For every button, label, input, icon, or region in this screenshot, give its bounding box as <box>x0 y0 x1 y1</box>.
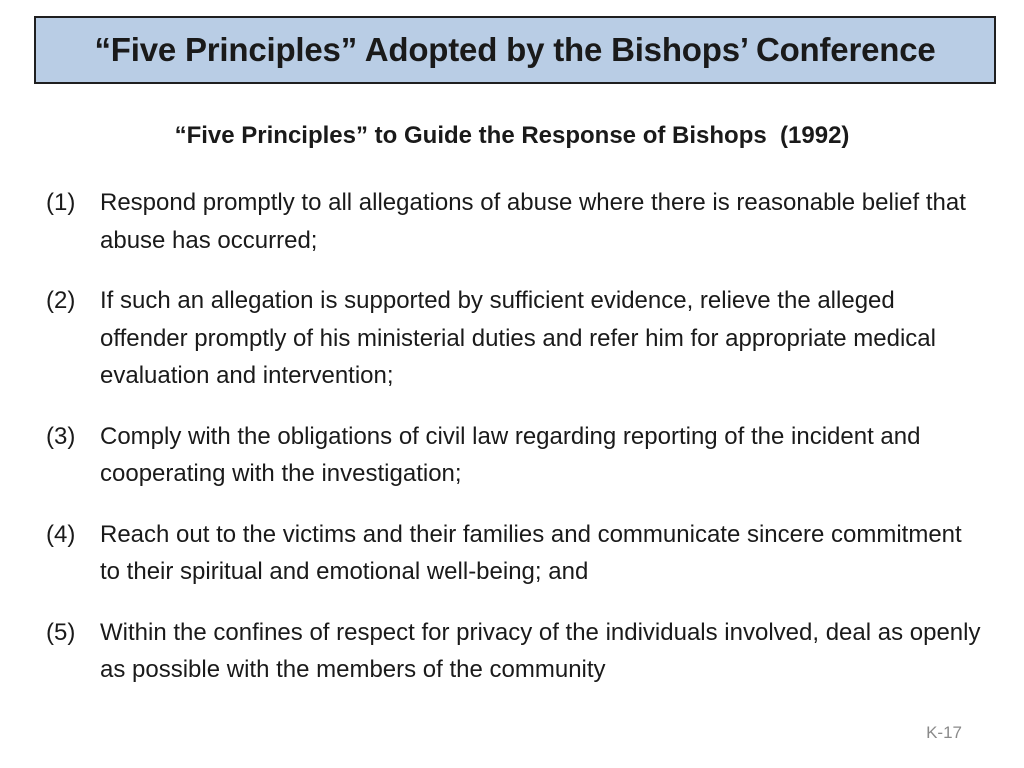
principle-item <box>46 282 982 395</box>
principles-list <box>46 184 982 689</box>
principle-text: Reach out to the victims and their families and communicate sincere commitment to their spiritual and emotional well-being; and <box>100 520 962 585</box>
principle-number: (5) <box>46 618 76 646</box>
principle-number: (1) <box>46 189 76 216</box>
principle-item <box>46 516 982 591</box>
principle-item <box>46 418 982 493</box>
principle-item <box>46 184 982 259</box>
principle-text: Respond promptly to all allegations of abuse where there is reasonable belief that abuse has occurred; <box>100 189 966 254</box>
principle-item <box>46 614 982 689</box>
slide-title: “Five Principles” Adopted by the Bishops’ Conference <box>94 31 936 68</box>
principle-text: If such an allegation is supported by sufficient evidence, relieve the alleged offender promptly of his ministerial duties and refer him for appropriate medical evaluation and intervention; <box>100 287 936 389</box>
slide-number: K-17 <box>926 723 962 742</box>
slide-subtitle: “Five Principles” to Guide the Response of Bishops (1992) <box>174 122 850 149</box>
principle-number: (3) <box>46 422 76 450</box>
principle-text: Within the confines of respect for privacy of the individuals involved, deal as openly as possible with the members of the community <box>100 618 981 683</box>
principle-number: (2) <box>46 287 76 314</box>
principle-text: Comply with the obligations of civil law regarding reporting of the incident and cooperating with the investigation; <box>100 422 921 487</box>
principle-number: (4) <box>46 520 76 548</box>
slide-title-box <box>34 16 996 84</box>
